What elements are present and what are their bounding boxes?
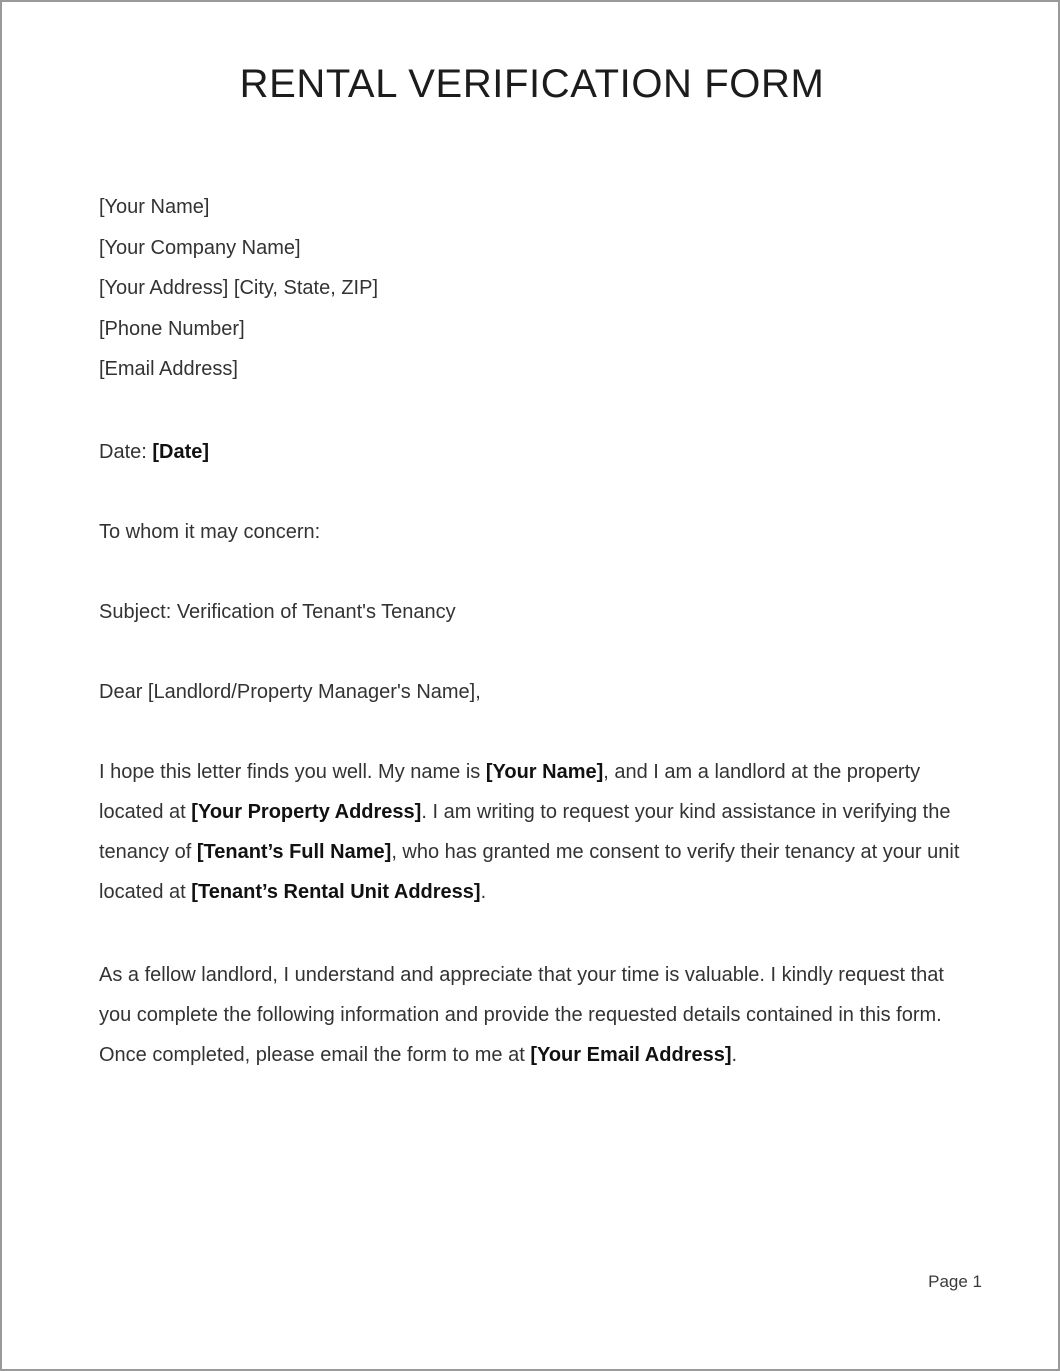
paragraph-1-text-5: .: [480, 881, 487, 904]
sender-email: [Email Address]: [99, 358, 238, 380]
paragraph-1-text-1: I hope this letter finds you well. My name is: [99, 760, 486, 783]
letter-body: [99, 187, 965, 1076]
paragraph-2: [99, 955, 965, 1076]
sender-address-block: [99, 187, 965, 390]
paragraph-1: [99, 752, 965, 913]
salutation-line: Dear [Landlord/Property Manager's Name],: [99, 680, 481, 703]
paragraph-1-text-2: , and I am a landlord at the property located at: [99, 760, 921, 823]
paragraph-2-text-1: As a fellow landlord, I understand and appreciate that your time is valuable. I kindly request that you complete the following information and provide the requested details contained in this form. Once completed, please email the form to me at: [99, 963, 944, 1067]
sender-street-city: [Your Address] [City, State, ZIP]: [99, 277, 379, 299]
page-title: RENTAL VERIFICATION FORM: [239, 62, 825, 106]
spacer-before-subject: [99, 552, 965, 592]
page-number-footer: Page 1: [928, 1272, 982, 1291]
sender-company: [Your Company Name]: [99, 236, 301, 259]
paragraph-1-text-3: . I am writing to request your kind assistance in verifying the tenancy of: [99, 800, 951, 864]
placeholder-tenant-full-name: [Tenant’s Full Name]: [196, 841, 392, 864]
date-label: Date:: [99, 440, 147, 463]
spacer-before-date: [99, 390, 965, 432]
placeholder-your-email-address: [Your Email Address]: [530, 1044, 732, 1067]
date-value: [Date]: [152, 440, 210, 463]
paragraph-2-text-2: .: [731, 1044, 738, 1067]
spacer-before-greeting: [99, 472, 965, 512]
date-line: [99, 432, 965, 472]
paragraph-1-text-4: , who has granted me consent to verify their tenancy at your unit located at: [99, 841, 960, 904]
placeholder-tenant-rental-unit-address: [Tenant’s Rental Unit Address]: [191, 881, 481, 904]
placeholder-your-name: [Your Name]: [485, 760, 604, 783]
spacer-before-paragraph-1: [99, 712, 965, 752]
spacer-between-paragraphs: [99, 913, 965, 955]
spacer-before-salutation: [99, 632, 965, 672]
subject-line: Subject: Verification of Tenant's Tenancy: [99, 600, 456, 623]
sender-phone: [Phone Number]: [99, 317, 245, 340]
greeting-line: To whom it may concern:: [99, 520, 321, 543]
sender-name: [Your Name]: [99, 196, 210, 218]
placeholder-your-property-address: [Your Property Address]: [191, 800, 422, 823]
